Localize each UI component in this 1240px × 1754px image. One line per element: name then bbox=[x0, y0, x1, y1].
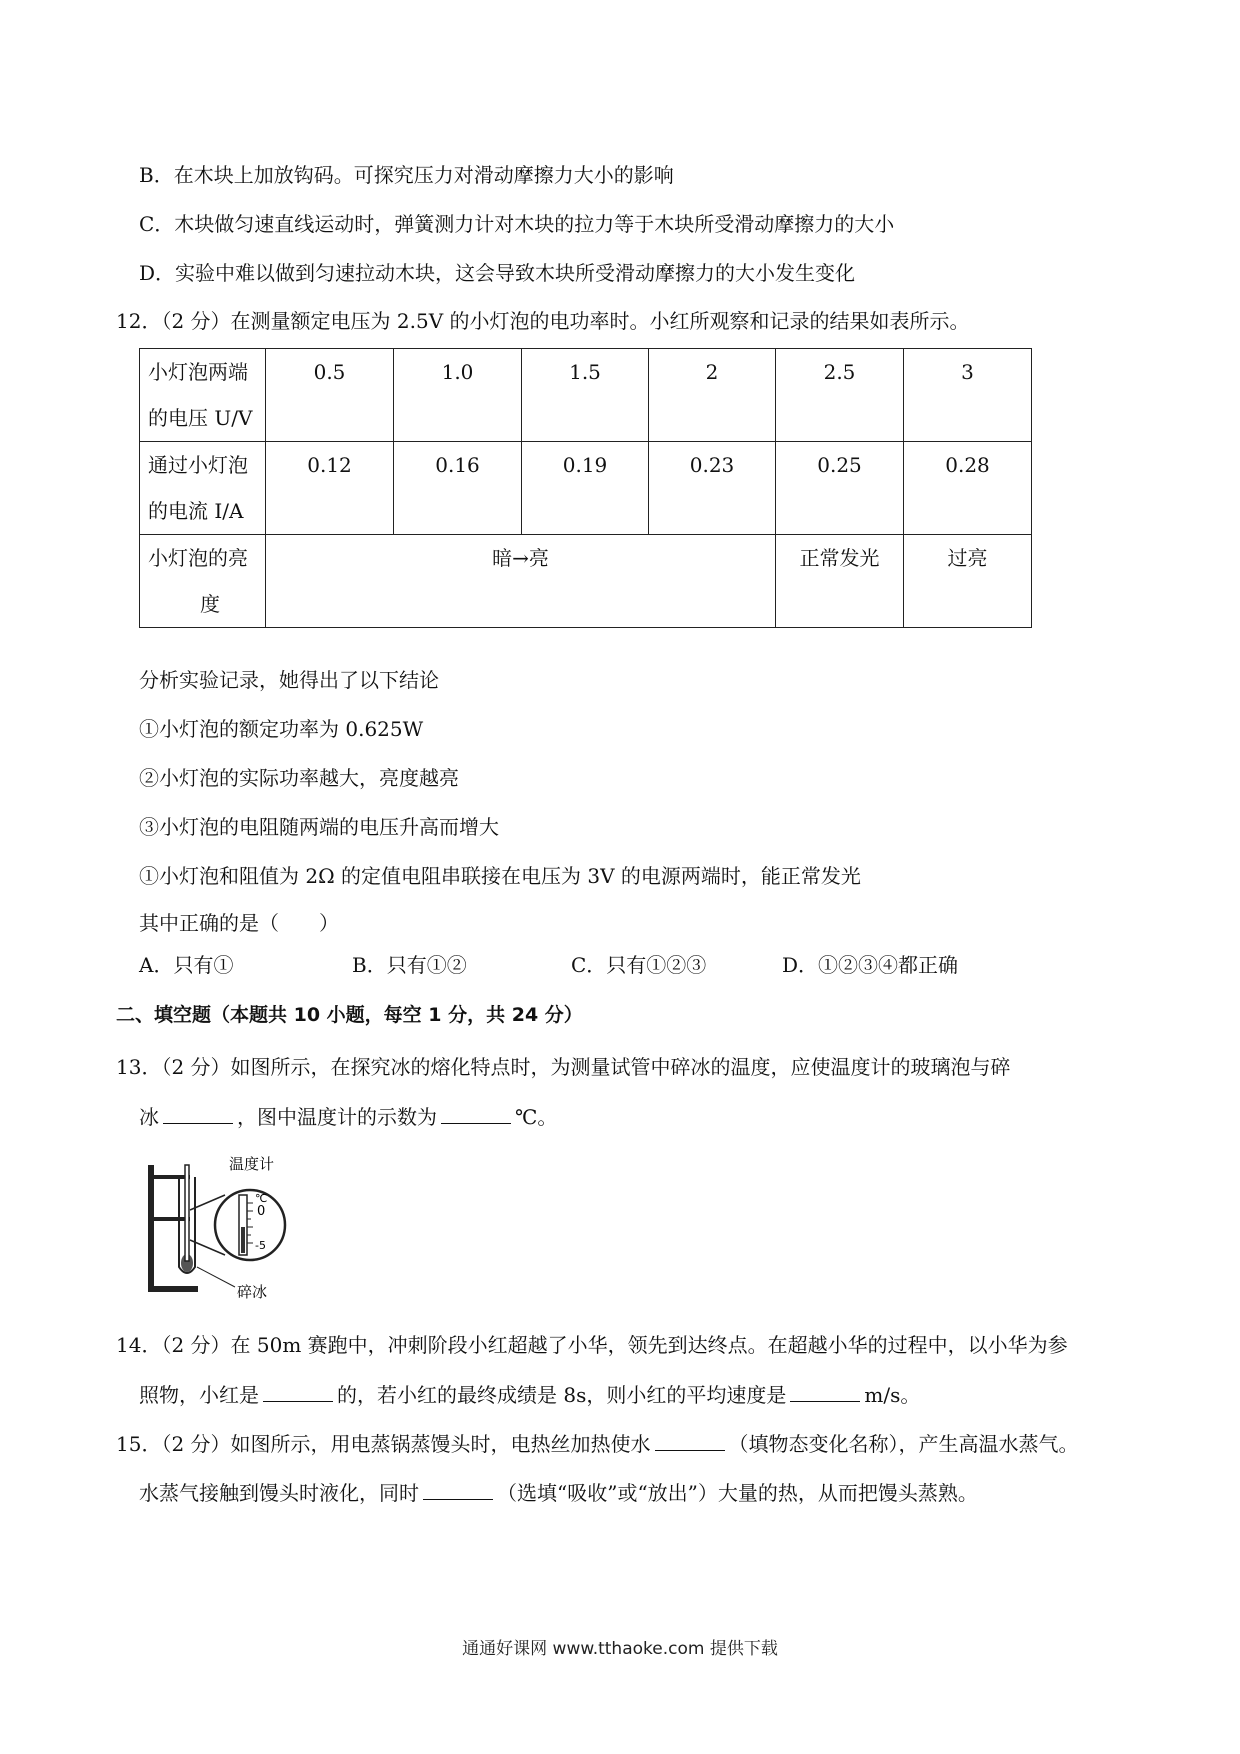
current-cell: 0.28 bbox=[904, 442, 1032, 535]
current-cell: 0.19 bbox=[522, 442, 649, 535]
current-cell: 0.12 bbox=[266, 442, 394, 535]
answer-blank[interactable] bbox=[263, 1379, 333, 1402]
q12-data-table bbox=[139, 348, 1032, 628]
q15-line-2: 水蒸气接触到馒头时液化，同时 （选填“吸收”或“放出”）大量的热，从而把馒头蒸熟。 bbox=[139, 1477, 978, 1508]
q12-option-d: D．①②③④都正确 bbox=[782, 953, 959, 977]
voltage-cell: 1.5 bbox=[522, 349, 649, 442]
q15-line-1: 15．（2 分）如图所示，用电蒸锅蒸馒头时，电热丝加热使水 （填物态变化名称），产生高温水蒸气。 bbox=[116, 1428, 1079, 1459]
answer-blank[interactable] bbox=[441, 1101, 511, 1124]
q14-line-2: 照物，小红是 的，若小红的最终成绩是 8s，则小红的平均速度是 m/s。 bbox=[139, 1379, 920, 1410]
q12-conclusion-2: ②小灯泡的实际功率越大，亮度越亮 bbox=[139, 766, 459, 790]
q13-line-1: 13．（2 分）如图所示，在探究冰的熔化特点时，为测量试管中碎冰的温度，应使温度计的玻璃泡与碎 bbox=[116, 1055, 1011, 1079]
thermometer-label: 温度计 bbox=[229, 1155, 275, 1173]
q11-option-d: D．实验中难以做到匀速拉动木块，这会导致木块所受滑动摩擦力的大小发生变化 bbox=[139, 261, 856, 285]
scale-unit-label: ℃ bbox=[255, 1192, 268, 1205]
answer-blank[interactable] bbox=[423, 1477, 493, 1500]
q12-option-c: C．只有①②③ bbox=[571, 953, 707, 977]
table-row-current bbox=[140, 442, 1032, 535]
voltage-cell: 3 bbox=[904, 349, 1032, 442]
q12-stem: 12．（2 分）在测量额定电压为 2.5V 的小灯泡的电功率时。小红所观察和记录的结果如表所示。 bbox=[116, 309, 970, 333]
brightness-cell: 暗→亮 bbox=[266, 535, 776, 628]
q13-line-2: 冰 ，图中温度计的示数为 ℃。 bbox=[139, 1101, 557, 1132]
q12-intro: 分析实验记录，她得出了以下结论 bbox=[139, 668, 439, 692]
scale-minus-label: -5 bbox=[255, 1239, 266, 1252]
voltage-header-cell: 小灯泡两端 的电压 U/V bbox=[140, 349, 266, 442]
table-row-voltage bbox=[140, 349, 1032, 442]
brightness-header-cell: 小灯泡的亮 度 bbox=[140, 535, 266, 628]
q12-conclusion-4: ①小灯泡和阻值为 2Ω 的定值电阻串联接在电压为 3V 的电源两端时，能正常发光 bbox=[139, 864, 861, 888]
q14-line-1: 14．（2 分）在 50m 赛跑中，冲刺阶段小红超越了小华，领先到达终点。在超越小华的过程中，以小华为参 bbox=[116, 1333, 1068, 1357]
section-title: 二、填空题（本题共 10 小题，每空 1 分，共 24 分） bbox=[116, 1004, 583, 1026]
brightness-cell: 正常发光 bbox=[776, 535, 904, 628]
q12-option-b: B．只有①② bbox=[352, 953, 467, 977]
current-cell: 0.23 bbox=[649, 442, 776, 535]
q11-option-c: C．木块做匀速直线运动时，弹簧测力计对木块的拉力等于木块所受滑动摩擦力的大小 bbox=[139, 212, 895, 236]
current-header-cell: 通过小灯泡 的电流 I/A bbox=[140, 442, 266, 535]
q12-conclusion-3: ③小灯泡的电阻随两端的电压升高而增大 bbox=[139, 815, 499, 839]
scale-zero-label: 0 bbox=[257, 1204, 266, 1219]
voltage-cell: 1.0 bbox=[394, 349, 522, 442]
voltage-cell: 0.5 bbox=[266, 349, 394, 442]
page-footer: 通通好课网 www.tthaoke.com 提供下载 bbox=[462, 1639, 778, 1659]
voltage-cell: 2 bbox=[649, 349, 776, 442]
brightness-cell: 过亮 bbox=[904, 535, 1032, 628]
current-cell: 0.25 bbox=[776, 442, 904, 535]
q12-option-a: A．只有① bbox=[139, 953, 234, 977]
crushed-ice-label: 碎冰 bbox=[237, 1283, 268, 1300]
answer-blank[interactable] bbox=[163, 1101, 233, 1124]
answer-blank[interactable] bbox=[655, 1428, 725, 1451]
current-cell: 0.16 bbox=[394, 442, 522, 535]
voltage-cell: 2.5 bbox=[776, 349, 904, 442]
q11-option-b: B．在木块上加放钩码。可探究压力对滑动摩擦力大小的影响 bbox=[139, 163, 674, 187]
thermometer-ice-figure bbox=[145, 1155, 315, 1300]
answer-blank[interactable] bbox=[790, 1379, 860, 1402]
q12-question: 其中正确的是（ ） bbox=[139, 911, 339, 935]
q12-conclusion-1: ①小灯泡的额定功率为 0.625W bbox=[139, 717, 424, 741]
table-row-brightness bbox=[140, 535, 1032, 628]
